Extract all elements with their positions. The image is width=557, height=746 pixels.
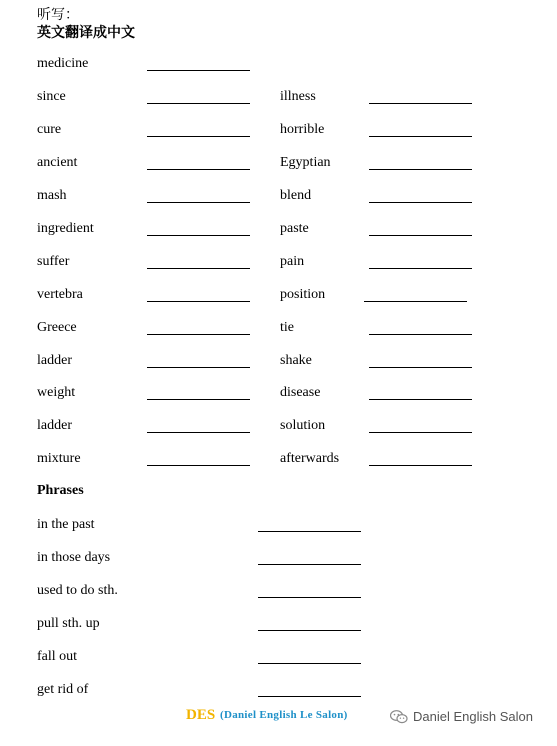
vocab-word: pain	[280, 254, 305, 269]
vocab-row	[0, 417, 557, 437]
answer-blank[interactable]	[369, 202, 472, 203]
vocab-word: ingredient	[37, 221, 94, 236]
answer-blank[interactable]	[147, 399, 250, 400]
answer-blank[interactable]	[147, 103, 250, 104]
answer-blank[interactable]	[147, 268, 250, 269]
vocab-row	[0, 220, 557, 240]
answer-blank[interactable]	[369, 367, 472, 368]
vocab-word: blend	[280, 188, 312, 203]
vocab-word: suffer	[37, 254, 70, 269]
answer-blank[interactable]	[369, 268, 472, 269]
phrase-text: fall out	[37, 649, 78, 664]
answer-blank[interactable]	[147, 202, 250, 203]
instruction-title: 英文翻译成中文	[37, 26, 135, 41]
vocab-word: paste	[280, 221, 309, 236]
footer	[0, 707, 557, 729]
phrase-row	[0, 549, 557, 569]
phrase-row	[0, 516, 557, 536]
wechat-icon	[390, 710, 408, 724]
vocab-word: disease	[280, 385, 321, 400]
answer-blank[interactable]	[258, 663, 361, 664]
answer-blank[interactable]	[147, 465, 250, 466]
phrase-text: used to do sth.	[37, 583, 118, 598]
vocab-word: position	[280, 287, 326, 302]
answer-blank[interactable]	[369, 399, 472, 400]
vocab-word: tie	[280, 320, 294, 335]
vocab-word: Egyptian	[280, 155, 331, 170]
vocab-word: illness	[280, 89, 316, 104]
vocab-word: ancient	[37, 155, 78, 170]
answer-blank[interactable]	[147, 432, 250, 433]
answer-blank[interactable]	[258, 564, 361, 565]
answer-blank[interactable]	[147, 169, 250, 170]
vocab-word: shake	[280, 353, 312, 368]
vocab-word: medicine	[37, 56, 89, 71]
answer-blank[interactable]	[147, 367, 250, 368]
vocab-row	[0, 450, 557, 470]
answer-blank[interactable]	[258, 696, 361, 697]
vocab-word: cure	[37, 122, 62, 137]
answer-blank[interactable]	[147, 70, 250, 71]
vocab-word: mixture	[37, 451, 81, 466]
vocab-row	[0, 352, 557, 372]
vocab-row	[0, 88, 557, 108]
answer-blank[interactable]	[369, 334, 472, 335]
answer-blank[interactable]	[147, 334, 250, 335]
phrase-row	[0, 681, 557, 701]
phrase-text: get rid of	[37, 682, 89, 697]
vocab-row	[0, 286, 557, 306]
answer-blank[interactable]	[369, 103, 472, 104]
vocab-row	[0, 121, 557, 141]
vocab-row	[0, 187, 557, 207]
vocab-word: mash	[37, 188, 67, 203]
answer-blank[interactable]	[369, 432, 472, 433]
answer-blank[interactable]	[369, 235, 472, 236]
answer-blank[interactable]	[369, 169, 472, 170]
des-logo: DES	[186, 707, 216, 723]
answer-blank[interactable]	[258, 630, 361, 631]
phrase-row	[0, 582, 557, 602]
answer-blank[interactable]	[258, 597, 361, 598]
vocab-row	[0, 319, 557, 339]
vocab-word: Greece	[37, 320, 77, 335]
brand-name: Daniel English Salon	[413, 709, 533, 724]
salon-subtitle: (Daniel English Le Salon)	[220, 709, 348, 721]
phrase-text: in the past	[37, 517, 95, 532]
answer-blank[interactable]	[147, 235, 250, 236]
vocab-row	[0, 55, 557, 75]
phrase-text: pull sth. up	[37, 616, 100, 631]
vocab-word: since	[37, 89, 66, 104]
vocab-row	[0, 154, 557, 174]
answer-blank[interactable]	[147, 136, 250, 137]
phrase-row	[0, 648, 557, 668]
phrase-text: in those days	[37, 550, 111, 565]
vocab-word: weight	[37, 385, 76, 400]
vocab-row	[0, 384, 557, 404]
vocab-word: solution	[280, 418, 326, 433]
vocab-row	[0, 253, 557, 273]
phrase-row	[0, 615, 557, 635]
vocab-word: afterwards	[280, 451, 340, 466]
vocab-word: vertebra	[37, 287, 83, 302]
answer-blank[interactable]	[364, 301, 467, 302]
vocab-word: ladder	[37, 418, 72, 433]
vocab-word: horrible	[280, 122, 325, 137]
answer-blank[interactable]	[369, 465, 472, 466]
answer-blank[interactable]	[147, 301, 250, 302]
answer-blank[interactable]	[258, 531, 361, 532]
phrases-heading: Phrases	[37, 483, 84, 498]
vocab-word: ladder	[37, 353, 72, 368]
answer-blank[interactable]	[369, 136, 472, 137]
dictation-label: 听写：	[37, 8, 79, 23]
